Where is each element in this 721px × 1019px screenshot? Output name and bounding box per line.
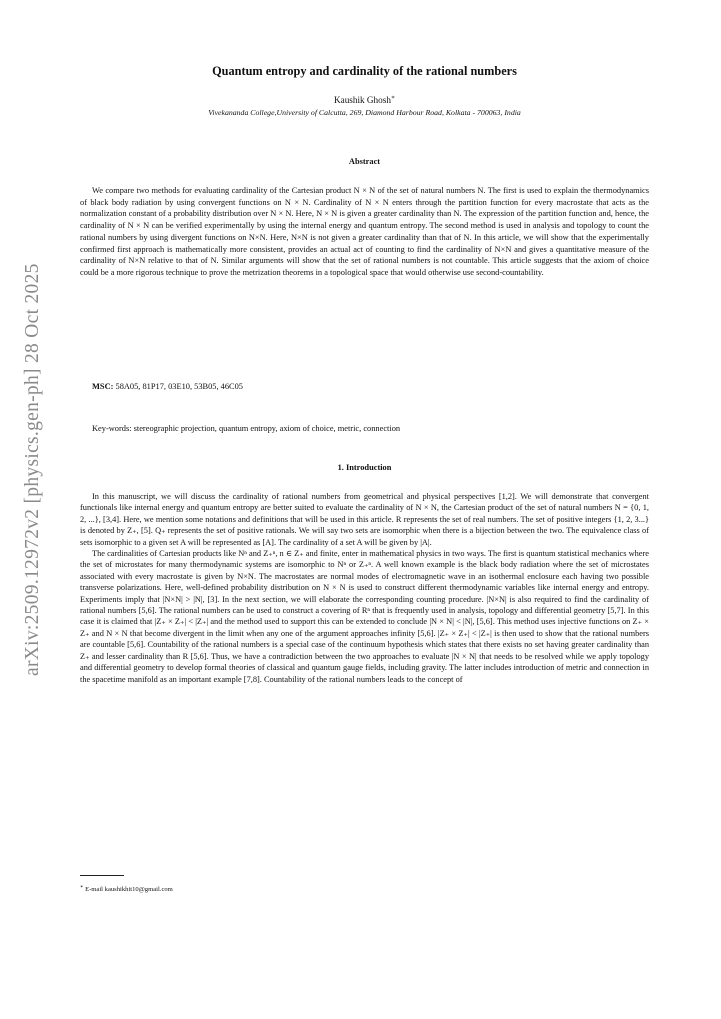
abstract-heading: Abstract: [348, 157, 381, 166]
paper-title: Quantum entropy and cardinality of the rational numbers: [212, 64, 517, 78]
footnote: [80, 884, 173, 893]
section-heading-introduction: 1. Introduction: [337, 463, 392, 472]
msc-values: 58A05, 81P17, 03E10, 53B05, 46C05: [115, 382, 243, 391]
intro-paragraph: The cardinalities of Cartesian products like Nⁿ and Z₊ⁿ, n ∈ Z₊ and finite, enter in mathematical physics in two ways. The first is quantum statistical mechanics where the set of microstates for many thermodynamic systems are isomorphic to Nⁿ or Z₊ⁿ. A well known example is the black body radiation where the set of microstates associated with every macrostate is given by N×N. The macrostates are normal modes of electromagnetic wave in an isothermal enclosure each having two possible transverse polarizations. Here, well-defined probability distribution on N × N is used to construct different thermodynamic variables like internal energy and entropy. Experiments imply that |N×N| > |N|, [3]. In the next section, we will elaborate the corresponding counting procedure. |N×N| is also required to find the cardinality of rational numbers [5,6]. The rational numbers can be used to construct a covering of Rⁿ that is frequently used in analysis, topology and differential geometry [5,7]. In this case it is claimed that |Z₊ × Z₊| < |Z₊| and the method used to support this can be extended to conclude |N × N| < |N|, [5,6]. This method uses injective functions on Z₊ × Z₊ and N × N that become divergent in the limit when any one of the argument approaches infinity [5,6]. |Z₊ × Z₊| < |Z₊| is then used to show that the rational numbers are countable [5,6]. Countability of the rational numbers is a special case of the continuum hypothesis which states that there exists no set having greater cardinality than Z₊ and lesser cardinality than R [5,6]. Thus, we have a contradiction between the two approaches to evaluate |N × N| that needs to be resolved while we apply topology and differential geometry to develop formal theories of classical and quantum gauge fields, including gravity. The latter includes introduction of metric and connection in the spacetime manifold as an important example [7,8]. Countability of the rational numbers leads to the concept of: [80, 549, 649, 684]
footnote-marker: ∗: [80, 885, 84, 890]
author-footnote-marker: ∗: [390, 95, 395, 101]
keywords-line: Key-words: stereographic projection, quantum entropy, axiom of choice, metric, connection: [92, 424, 401, 433]
intro-paragraph: In this manuscript, we will discuss the cardinality of rational numbers from geometrical and physical perspectives [1,2]. We will demonstrate that convergent functionals like internal energy and quantum entropy are better suited to evaluate the cardinality of N × N, the Cartesian product of the set of natural numbers N = {0, 1, 2, ...}, [3,4]. Here, we mention some notations and definitions that will be used in this article. R represents the set of real numbers. The set of positive integers {1, 2, 3...} is denoted by Z₊, [5]. Q₊ represents the set of positive rationals. We will say two sets are isomorphic when there is a bijection between the two. The equivalence class of sets isomorphic to a given set A will be represented as [A]. The cardinality of a set A will be given by |A|.: [80, 492, 649, 547]
introduction-body: [80, 491, 649, 685]
arxiv-identifier-stamp: arXiv:2509.12972v2 [physics.gen-ph] 28 Oct 2025: [22, 263, 43, 676]
footnote-divider: [80, 875, 124, 876]
abstract-body: We compare two methods for evaluating cardinality of the Cartesian product N × N of the set of natural numbers N. The first is used to explain the thermodynamics of black body radiation by using convergent functions on N × N. Cardinality of N × N enters through the partition function for every macrostate that acts as the normalization constant of a probability distribution over N × N. Here, N × N is given a greater cardinality than N. The expression of the partition function and, hence, the cardinality of N × N can be verified experimentally by using the internal energy and quantum entropy. The second method is used in analysis and topology to count the rational numbers by using divergent functions on N×N. Here, N×N is not given a greater cardinality than that of N. In this article, we will show that the experimentally confirmed first approach is mathematically more consistent, provides an actual act of counting to find the cardinality of N×N and gives a quantitative measure of the cardinality of N×N relative to that of N. Similar arguments will show that the set of rational numbers is not countable. This article suggests that the axiom of choice could be a more rigorous technique to prove the metrization theorems in a topological space that would otherwise use second-countability.: [80, 186, 649, 277]
msc-label: MSC:: [92, 382, 114, 391]
footnote-email: E-mail kaushikhit10@gmail.com: [85, 886, 173, 894]
author-name: Kaushik Ghosh: [334, 95, 391, 106]
author-line: [80, 94, 649, 105]
msc-codes: [92, 382, 243, 391]
author-affiliation: Vivekananda College,University of Calcutta, 269, Diamond Harbour Road, Kolkata - 700063, India: [208, 108, 521, 117]
